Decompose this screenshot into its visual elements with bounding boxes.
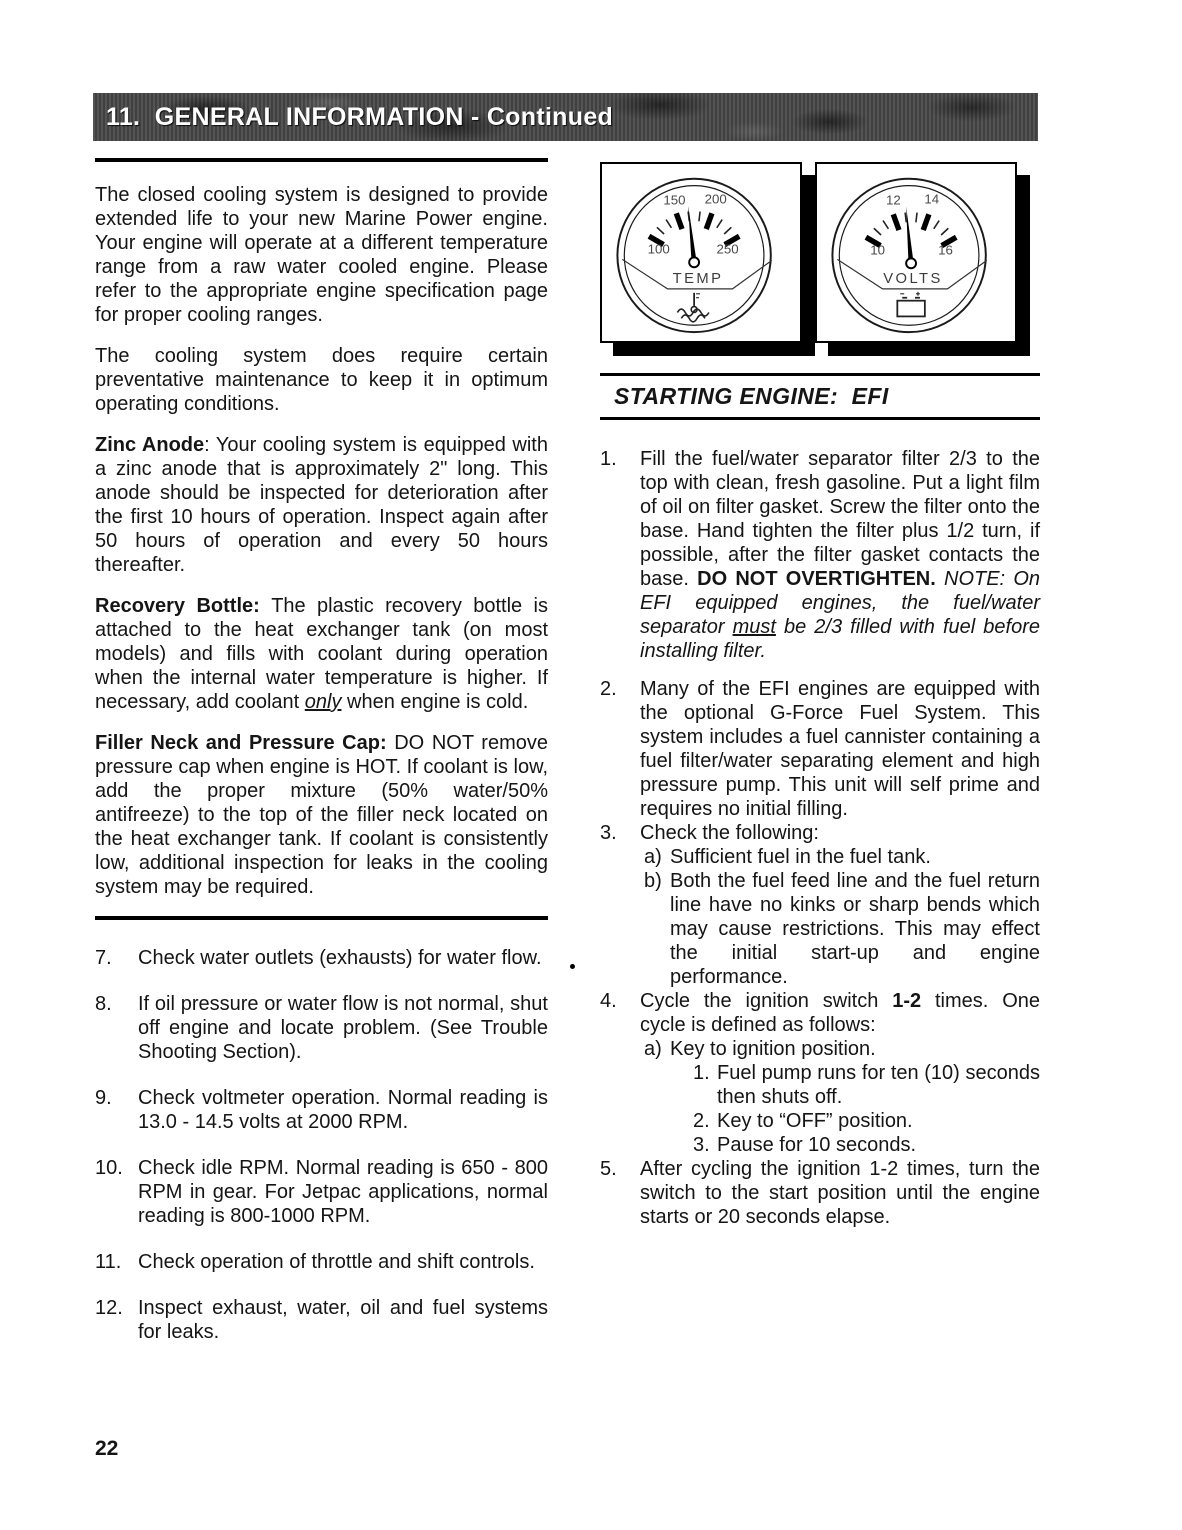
text-segment: must bbox=[732, 616, 776, 638]
text-segment bbox=[936, 568, 944, 590]
gauge-minor-tick bbox=[934, 221, 939, 229]
list-item-number: 12. bbox=[95, 1297, 123, 1319]
text-segment: Check water outlets (exhausts) for water flow. bbox=[138, 947, 542, 969]
gauge-major-tick bbox=[923, 214, 929, 230]
list-item-number: 1. bbox=[600, 448, 617, 470]
gauge-minor-tick bbox=[874, 228, 881, 235]
battery-icon bbox=[897, 292, 925, 317]
list-item-number: 2. bbox=[693, 1110, 710, 1132]
gauge-minor-tick bbox=[657, 227, 664, 234]
section-heading-block bbox=[600, 373, 1040, 420]
scan-artifact-dot bbox=[570, 964, 575, 969]
list-item-text bbox=[717, 1109, 1040, 1133]
list-item bbox=[95, 946, 548, 970]
gauge-needle bbox=[906, 207, 914, 264]
text-segment: The closed cooling system is designed to provide extended life to your new Marine Power engine. Your engine will operate at a different temperature range from a raw water cooled engine. Please refer to the appropriate engine specification page for proper cooling ranges. bbox=[95, 184, 548, 326]
gauge-minor-tick bbox=[724, 227, 731, 234]
text-segment: when engine is cold. bbox=[341, 691, 529, 713]
text-segment: Both the fuel feed line and the fuel return line have no kinks or sharp bends which may cause restrictions. This may effect the initial start-up and engine performance. bbox=[670, 870, 1040, 988]
paragraph bbox=[95, 731, 548, 899]
list-item bbox=[95, 992, 548, 1064]
text-segment: Fill the fuel/water separator filter 2/3 to the top with clean, fresh gasoline. Put a light film of oil on filter gasket. Screw the filter onto the base. Hand tighten the filter plus 1/2 turn, if possible, after the filter gasket contacts the base. bbox=[640, 448, 1040, 590]
list-item bbox=[644, 1037, 1040, 1061]
left-column bbox=[95, 158, 548, 1366]
text-segment: Pause for 10 seconds. bbox=[717, 1134, 917, 1156]
text-segment: After cycling the ignition 1-2 times, turn the switch to the start position until the engine starts or 20 seconds elapse. bbox=[640, 1158, 1040, 1228]
list-item-number: 8. bbox=[95, 993, 112, 1015]
list-item-number: 1. bbox=[693, 1062, 710, 1084]
list-item bbox=[95, 1250, 548, 1274]
list-item bbox=[600, 1157, 1040, 1229]
list-item bbox=[693, 1109, 1040, 1133]
text-segment: DO NOT remove pressure cap when engine is HOT. If coolant is low, add the proper mixture (50% water/50% antifreeze) to the top of the filler neck located on the heat exchanger tank. If coolant is consistently low, additional inspection for leaks in the cooling system may be required. bbox=[95, 732, 548, 898]
gauge-scale-label: 200 bbox=[704, 191, 727, 207]
list-item bbox=[600, 447, 1040, 663]
temperature-icon bbox=[677, 293, 708, 322]
section-title: 11. GENERAL INFORMATION - Continued bbox=[106, 102, 614, 131]
list-item bbox=[95, 1156, 548, 1228]
text-segment: Many of the EFI engines are equipped with the optional G-Force Fuel System. This system includes a fuel cannister containing a fuel filter/water separating element and high pressure pump. This unit will self prime and requires no initial filling. bbox=[640, 678, 1040, 820]
gauge-minor-tick bbox=[699, 212, 700, 222]
text-segment: Key to “OFF” position. bbox=[717, 1110, 913, 1132]
text-segment: The plastic recovery bottle is attached to the heat exchanger tank (on most models) and fills with coolant during operation when the internal water temperature is higher. If necessary, add coolant bbox=[95, 595, 548, 713]
gauge-figures bbox=[600, 162, 1040, 343]
gauge-minor-tick bbox=[905, 213, 906, 223]
list-item-number: 3. bbox=[600, 822, 617, 844]
list-item bbox=[693, 1133, 1040, 1157]
list-item-text bbox=[717, 1133, 1040, 1157]
gauge-minor-tick bbox=[883, 221, 888, 229]
voltmeter-gauge-figure bbox=[815, 162, 1017, 343]
gauge-minor-tick bbox=[916, 213, 917, 223]
gauge-major-tick bbox=[676, 213, 682, 229]
heading-rule-bottom bbox=[600, 417, 1040, 420]
gauge-needle-pivot bbox=[906, 258, 916, 268]
gauge-scale-label: 10 bbox=[870, 242, 886, 258]
text-segment: Check operation of throttle and shift controls. bbox=[138, 1251, 535, 1273]
paragraph bbox=[95, 344, 548, 416]
list-item bbox=[693, 1061, 1040, 1109]
gauge-scale-label: 14 bbox=[924, 191, 940, 207]
list-item bbox=[95, 1296, 548, 1344]
list-item-number: 3. bbox=[693, 1134, 710, 1156]
right-column bbox=[600, 162, 1040, 1229]
text-segment: Key to ignition position. bbox=[670, 1038, 876, 1060]
gauge-scale-label: 150 bbox=[663, 192, 686, 208]
text-segment: Fuel pump runs for ten (10) seconds then shuts off. bbox=[717, 1062, 1040, 1108]
text-segment: Filler Neck and Pressure Cap: bbox=[95, 732, 395, 754]
list-item-text bbox=[138, 1086, 548, 1134]
text-segment: : Your cooling system is equipped with a zinc anode that is approximately 2" long. This anode should be inspected for deterioration after the first 10 hours of operation. Inspect again after 50 hours of operation and every 50 hours thereafter. bbox=[95, 434, 548, 576]
list-item-text bbox=[138, 1156, 548, 1228]
list-item bbox=[600, 821, 1040, 845]
gauge-needle-pivot bbox=[689, 257, 699, 267]
list-item-number: 2. bbox=[600, 678, 617, 700]
gauge-title: TEMP bbox=[672, 270, 724, 287]
list-item-number: 9. bbox=[95, 1087, 112, 1109]
text-segment: Check the following: bbox=[640, 822, 819, 844]
text-segment: The cooling system does require certain preventative maintenance to keep it in optimum operating conditions. bbox=[95, 345, 548, 415]
list-item-number: a) bbox=[644, 1038, 662, 1060]
list-item-text bbox=[640, 447, 1040, 663]
paragraph bbox=[95, 594, 548, 714]
checklist bbox=[95, 946, 548, 1344]
list-item-text bbox=[640, 1157, 1040, 1229]
gauge-scale-label: 250 bbox=[716, 241, 739, 257]
list-item-number: 4. bbox=[600, 990, 617, 1012]
gauge-scale-label: 16 bbox=[938, 242, 953, 258]
gauge-scale-label: 100 bbox=[647, 241, 670, 257]
text-segment: times. One cycle is defined as follows: bbox=[640, 990, 1040, 1036]
list-item-text bbox=[640, 989, 1040, 1037]
paragraph bbox=[95, 183, 548, 327]
list-item-text bbox=[670, 869, 1040, 989]
text-segment: 1-2 bbox=[892, 990, 922, 1012]
text-segment: Recovery Bottle: bbox=[95, 595, 272, 617]
text-segment: be 2/3 filled with fuel before installing filter. bbox=[640, 616, 1040, 662]
text-segment: NOTE: On EFI equipped engines, the fuel/water separator bbox=[640, 568, 1040, 638]
body-paragraphs bbox=[95, 183, 548, 899]
gauge-scale-label: 12 bbox=[886, 192, 901, 208]
text-segment: only bbox=[304, 691, 342, 713]
list-item-text bbox=[138, 1296, 548, 1344]
starting-engine-heading: STARTING ENGINE: EFI bbox=[614, 383, 889, 409]
text-segment: DO NOT OVERTIGHTEN. bbox=[697, 568, 936, 590]
text-segment: Cycle the ignition switch bbox=[640, 990, 893, 1012]
gauge-minor-tick bbox=[941, 228, 948, 235]
temperature-gauge-figure bbox=[600, 162, 802, 343]
top-divider bbox=[95, 158, 548, 162]
text-segment: Check voltmeter operation. Normal reading is 13.0 - 14.5 volts at 2000 RPM. bbox=[138, 1087, 548, 1133]
gauge-title: VOLTS bbox=[883, 270, 943, 287]
list-item-text bbox=[138, 992, 548, 1064]
list-item-number: 7. bbox=[95, 947, 112, 969]
text-segment: Sufficient fuel in the fuel tank. bbox=[670, 846, 931, 868]
gauge-minor-tick bbox=[717, 220, 722, 228]
list-item-text bbox=[717, 1061, 1040, 1109]
gauge-major-tick bbox=[893, 214, 899, 230]
list-item-text bbox=[640, 821, 1040, 845]
list-item-number: a) bbox=[644, 846, 662, 868]
text-segment: Inspect exhaust, water, oil and fuel systems for leaks. bbox=[138, 1297, 548, 1343]
list-item-number: 10. bbox=[95, 1157, 123, 1179]
list-item-number: 5. bbox=[600, 1158, 617, 1180]
text-segment: If oil pressure or water flow is not normal, shut off engine and locate problem. (See Trouble Shooting Section). bbox=[138, 993, 548, 1063]
list-item-text bbox=[640, 677, 1040, 821]
list-item-text bbox=[138, 1250, 548, 1274]
list-item-number: b) bbox=[644, 870, 662, 892]
text-segment: Zinc Anode bbox=[95, 434, 205, 456]
checklist-divider bbox=[95, 916, 548, 920]
temperature-gauge bbox=[602, 164, 800, 341]
starting-procedure-list bbox=[600, 447, 1040, 1229]
paragraph bbox=[95, 433, 548, 577]
gauge-minor-tick bbox=[666, 220, 671, 228]
section-banner bbox=[93, 93, 1038, 141]
heading-rule-top bbox=[600, 373, 1040, 376]
list-item bbox=[600, 677, 1040, 821]
list-item bbox=[644, 845, 1040, 869]
list-item-text bbox=[670, 845, 1040, 869]
list-item bbox=[644, 869, 1040, 989]
list-item bbox=[600, 989, 1040, 1037]
list-item bbox=[95, 1086, 548, 1134]
page-number: 22 bbox=[95, 1437, 119, 1460]
list-item-text bbox=[138, 946, 548, 970]
voltmeter-gauge bbox=[817, 164, 1015, 341]
list-item-text bbox=[670, 1037, 1040, 1061]
gauge-major-tick bbox=[706, 213, 712, 229]
gauge-needle bbox=[688, 206, 697, 263]
list-item-number: 11. bbox=[95, 1251, 122, 1273]
text-segment: Check idle RPM. Normal reading is 650 - 800 RPM in gear. For Jetpac applications, normal reading is 800-1000 RPM. bbox=[138, 1157, 548, 1227]
